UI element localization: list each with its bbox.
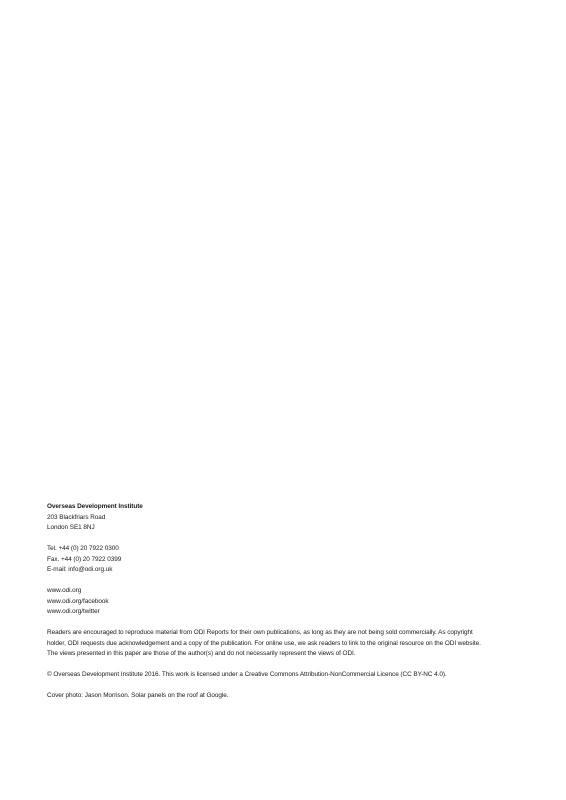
organisation-name: Overseas Development Institute — [47, 503, 143, 510]
notice-line-1: Readers are encouraged to reproduce material from ODI Reports for their own publications, as long as they are not being sold commercially. As copyright — [47, 629, 473, 636]
imprint-block — [47, 502, 523, 712]
website-link[interactable]: www.odi.org — [47, 587, 82, 594]
copyright-notice: © Overseas Development Institute 2016. This work is licensed under a Creative Commons Attribution-NonCommercial Licence (CC BY-NC 4.0). — [47, 671, 447, 678]
notice-line-3: The views presented in this paper are those of the author(s) and do not necessarily represent the views of ODI. — [47, 650, 356, 657]
fax: Fax. +44 (0) 20 7922 0399 — [47, 555, 122, 563]
cover-photo-block — [47, 691, 523, 702]
address-line-1: 203 Blackfriars Road — [47, 513, 106, 521]
telephone: Tel. +44 (0) 20 7922 0300 — [47, 545, 119, 552]
twitter-link[interactable]: www.odi.org/twitter — [47, 608, 100, 615]
email: E-mail: info@odi.org.uk — [47, 566, 113, 573]
facebook-link[interactable]: www.odi.org/facebook — [47, 597, 109, 605]
contact-block — [47, 544, 523, 576]
reproduction-notice — [47, 628, 523, 660]
address-block — [47, 502, 523, 534]
web-links-block — [47, 586, 523, 618]
notice-line-2: holder, ODI requests due acknowledgement and a copy of the publication. For online use, we ask readers to link to the original resource on the ODI website. — [47, 639, 481, 647]
address-line-2: London SE1 8NJ — [47, 524, 95, 531]
copyright-block — [47, 670, 523, 681]
cover-photo-credit: Cover photo: Jason Morrison. Solar panels on the roof at Google. — [47, 692, 229, 699]
